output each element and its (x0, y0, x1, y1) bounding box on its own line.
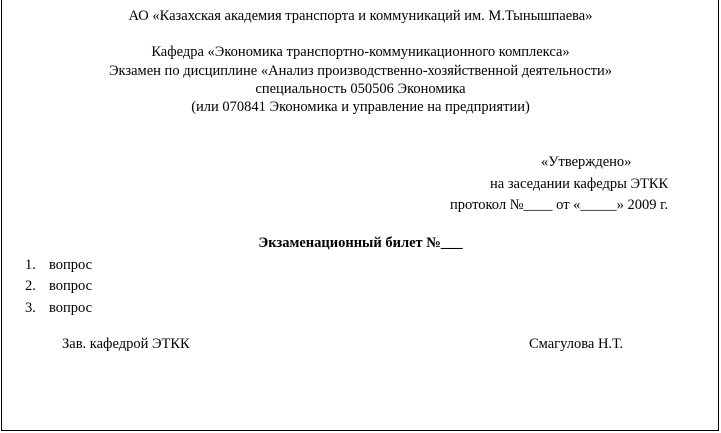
signature-name: Смагулова Н.Т. (529, 336, 624, 352)
specialty-alt: (или 070841 Экономика и управление на предприятии) (191, 99, 530, 115)
question-number-2: 2. (25, 278, 36, 294)
question-text-2: вопрос (49, 278, 93, 294)
specialty: специальность 050506 Экономика (255, 81, 466, 97)
organization-title: АО «Казахская академия транспорта и коммуникаций им. М.Тынышпаева» (128, 8, 593, 24)
exam-discipline: Экзамен по дисциплине «Анализ производственно-хозяйственной деятельности» (108, 63, 613, 79)
department-title: Кафедра «Экономика транспортно-коммуникационного комплекса» (151, 44, 570, 60)
question-number-1: 1. (25, 257, 36, 273)
signature-role: Зав. кафедрой ЭТКК (62, 336, 190, 352)
question-text-3: вопрос (49, 300, 93, 316)
approval-protocol: протокол №____ от «_____» 2009 г. (450, 197, 669, 213)
question-number-3: 3. (25, 300, 36, 316)
ticket-title: Экзаменационный билет №___ (258, 235, 463, 251)
question-text-1: вопрос (49, 257, 93, 273)
approval-meeting: на заседании кафедры ЭТКК (490, 176, 669, 192)
approval-heading: «Утверждено» (541, 154, 632, 170)
